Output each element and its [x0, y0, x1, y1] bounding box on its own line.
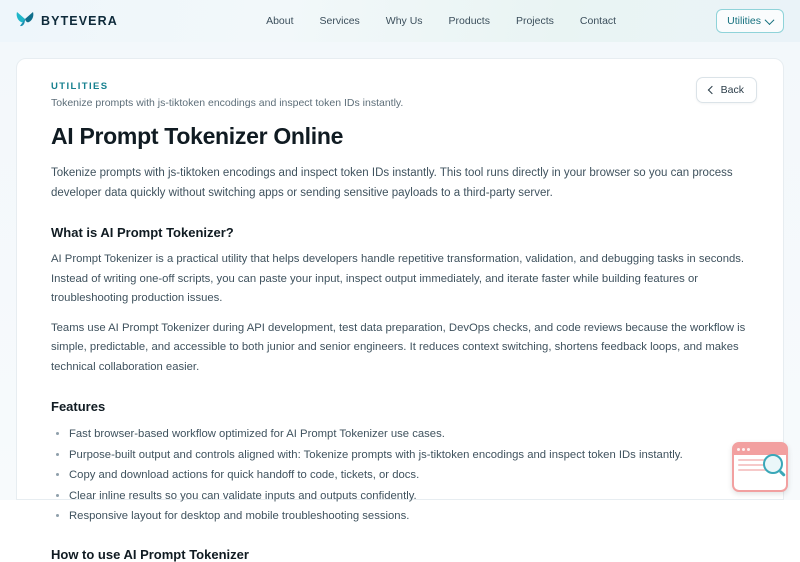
back-button-label: Back — [720, 84, 744, 96]
nav-item-about[interactable]: About — [266, 15, 294, 27]
widget-dot-icon — [747, 448, 750, 451]
chevron-left-icon — [707, 86, 715, 94]
page-title: AI Prompt Tokenizer Online — [51, 123, 344, 149]
widget-body — [734, 455, 786, 471]
features-list — [51, 425, 749, 527]
section-heading-how-to-use: How to use AI Prompt Tokenizer — [51, 546, 249, 562]
utilities-dropdown-button[interactable] — [716, 9, 784, 33]
magnifier-icon[interactable] — [763, 454, 783, 474]
nav-item-projects[interactable]: Projects — [515, 15, 554, 27]
widget-dot-icon — [742, 448, 745, 451]
page-body — [0, 42, 800, 562]
list-item: • Purpose-built output and controls aligned with: Tokenize prompts with js-tiktoken encodings and inspect token IDs instantly. — [69, 446, 749, 466]
list-item: • Fast browser-based workflow optimized for AI Prompt Tokenizer use cases. — [69, 425, 749, 445]
what-is-paragraph-1: AI Prompt Tokenizer is a practical utility that helps developers handle repetitive transformation, validation, and debugging tasks in seconds. Instead of writing one-off scripts, you can paste your input, inspect output immediately, and iterate faster while building features or troubleshooting production issues. — [51, 253, 745, 304]
list-item: • Responsive layout for desktop and mobile troubleshooting sessions. — [69, 507, 749, 527]
main-nav — [166, 15, 716, 27]
content-card — [16, 58, 784, 562]
what-is-paragraph-2: Teams use AI Prompt Tokenizer during API development, test data preparation, DevOps checks, and code reviews because the workflow is simple, predictable, and accessible to both junior and senior engineers. It reduces context switching, shortens feedback loops, and makes technical collaboration easier. — [51, 321, 746, 373]
nav-item-contact[interactable]: Contact — [579, 15, 617, 27]
lead-paragraph: Tokenize prompts with js-tiktoken encodings and inspect token IDs instantly. This tool runs directly in your browser so you can process developer data quickly without switching apps or sending sensitive payloads to a third-party server. — [51, 167, 733, 199]
site-header — [0, 0, 800, 42]
widget-dot-icon — [737, 448, 740, 451]
nav-item-products[interactable]: Products — [448, 15, 490, 27]
section-heading-what-is: What is AI Prompt Tokenizer? — [51, 225, 234, 240]
butterfly-logo-icon — [16, 11, 34, 32]
nav-item-why-us[interactable]: Why Us — [385, 15, 423, 27]
breadcrumb-eyebrow: UTILITIES — [51, 81, 109, 92]
brand-name: BYTEVERA — [41, 14, 118, 28]
back-button[interactable] — [696, 77, 757, 103]
list-item: • Copy and download actions for quick handoff to code, tickets, or docs. — [69, 466, 749, 486]
widget-line-icon — [738, 464, 764, 466]
nav-item-services[interactable]: Services — [319, 15, 360, 27]
brand[interactable] — [16, 11, 166, 32]
section-heading-features: Features — [51, 399, 106, 414]
list-item: • Clear inline results so you can validate inputs and outputs confidently. — [69, 487, 749, 507]
chevron-down-icon — [765, 15, 775, 25]
page-subtitle: Tokenize prompts with js-tiktoken encodings and inspect token IDs instantly. — [51, 97, 404, 109]
document-search-widget[interactable] — [732, 442, 788, 492]
widget-title-bar — [734, 444, 786, 455]
utilities-label: Utilities — [727, 15, 761, 27]
